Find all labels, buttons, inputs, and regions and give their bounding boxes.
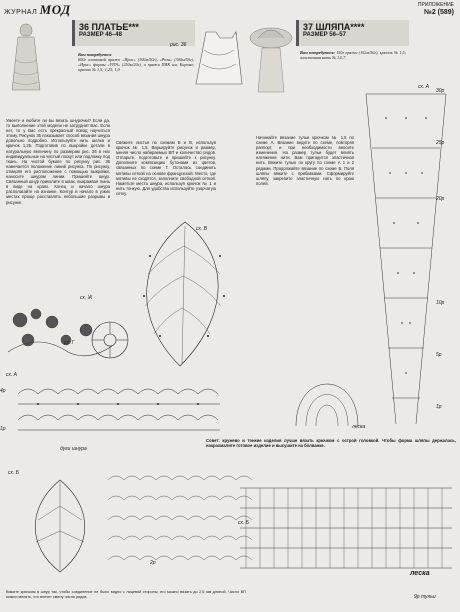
motifs-text: Свяжите листья по схемам Б и В, используя крючок № 1,5. Варьируйте рисунок и размер, меняя число набираемых ВП и количество рядов. Отпарьте, подготовьте и пришейте к рисунку. Дополните композицию бутонами из цветов, связанных по схеме Г. Осталось соединить мотивы сеткой на основе французской. Место, где мотивы не сходятся, заполните свободной сеткой. Наметьте места шнура, используя крючок № 1 и нить тонкую. Для удобства используйте узорчатую сетку. bbox=[116, 140, 216, 196]
issue-number: №2 (589) bbox=[424, 9, 454, 16]
hat-work-text: Начинайте вязание тульи крючком № 1,5 по схеме А. Вязание ведите по схеме, повторяя раппорт, и при необходимости вносите изменения. На размер тульи будет влиять натяжение нити. Вам пригодится эластичная нить. Вяжите тулью по кругу по схеме А 1 и 2 рядами. Продолжайте вязание по схеме Б. Поля шляпы вяжите с прибавками. Сформируйте шляпу, закрепите эластичную нить по краю полей. bbox=[256, 135, 354, 186]
label-leska-bottom: леска bbox=[410, 570, 430, 577]
diagram-v-leaf bbox=[120, 216, 250, 376]
diagram-a-cord bbox=[14, 380, 234, 444]
label-shnur: дуги шнура bbox=[60, 446, 87, 452]
hat-materials-text: 150г пряжи (152м/50г), крючок № 1,5; эластичная нить № 1,0,7. bbox=[300, 50, 406, 61]
label-row-20: 20р bbox=[436, 196, 445, 202]
label-sk-b-hat: сх. Б bbox=[238, 520, 249, 526]
dress-figure-sketch bbox=[6, 20, 46, 98]
dress-size: РАЗМЕР 46–48 bbox=[79, 32, 122, 38]
label-sk-a: сх. А bbox=[6, 372, 18, 378]
hat-title: 37 ШЛЯПА**** bbox=[303, 22, 365, 32]
label-row-5: 5р bbox=[436, 352, 442, 358]
hat-diagram-a bbox=[356, 88, 456, 428]
label-row-1: 1р bbox=[436, 404, 442, 410]
diagram-b-leaf bbox=[20, 476, 100, 576]
dress-pattern-thumbnail bbox=[194, 30, 244, 86]
appendix-label: ПРИЛОЖЕНИЕ bbox=[417, 2, 454, 8]
label-leska-top: леска bbox=[352, 424, 366, 430]
dress-materials-text: 600г хлопковой пряжи «Ирис» (300м/50г), «Роза» (300м/50г), «Ирис» фирмы «VITA» (250м/20г), и пряжи ПЯК им. Кирова; крючок № 1,5; 1,25; 1,0 bbox=[78, 57, 194, 73]
label-sk-v: сх. В bbox=[196, 226, 208, 232]
hat-materials-title: Вам потребуется: bbox=[300, 50, 335, 55]
logo-main: МОД bbox=[39, 2, 71, 17]
dress-title: 36 ПЛАТЬЕ*** bbox=[79, 22, 139, 32]
logo-prefix: ЖУРНАЛ bbox=[4, 9, 38, 16]
label-sk-g: сх. Г bbox=[64, 340, 75, 346]
hat-photo-sketch bbox=[248, 18, 294, 94]
label-sk-b-left: сх. Б bbox=[8, 470, 19, 476]
dress-materials bbox=[78, 52, 194, 72]
label-row-30: 30р bbox=[436, 88, 445, 94]
hat-banner bbox=[296, 20, 409, 46]
issue-info bbox=[418, 2, 454, 17]
hat-size: РАЗМЕР 56–57 bbox=[303, 32, 346, 38]
label-row-9p: 9р тульи bbox=[414, 594, 436, 600]
intro-text: Умеете и любите ли вы вязать шнурочки? Если да, то выполнение этой модели не затруднит Вас. Если нет, то у Вас есть прекрасный повод научиться этому. Рисунок 36 показывает способ вязания шнура довольно подробно. Используйте нить шелка и крючок 1,25. Подготовив по выкройке детали в натуральную величину по размерам рис. 36 в них индивидуальные на чистый лоскут или подложку под ткань. На чистой бумаге по рисунку рис. 36 намечается положение линий рисунка. По рисунку, отмеряя его расположение с помощью выкройки, наносите шнуром линии. Пришейте шнур. Связанный шнур приколите в швах, выкраивая ткань в виде на краях. Конец и начало шнура располагайте на изнанке. Контур и начало в узких местах проще расставлять небольшие разрывы в рисунке. bbox=[6, 118, 110, 205]
label-sk-zh: сх. Ж bbox=[80, 295, 93, 301]
dress-fig-label: рис. 36 bbox=[170, 42, 187, 48]
label-sk-a-hat: сх. А bbox=[418, 84, 430, 90]
hat-crown-diagram bbox=[292, 330, 362, 430]
dress-materials-title: Вам потребуется bbox=[78, 52, 112, 57]
label-row-1r: 1р bbox=[0, 426, 6, 432]
label-row-25: 25р bbox=[436, 140, 445, 146]
label-row-2p: 2р bbox=[150, 560, 156, 566]
advice-bold: Совет: кружево и тонкие изделия лучше вязать крючком с острой головкой. Чтобы форма шляпы держалась, накрахмалите готовое изделие и высушите на болванке. bbox=[206, 438, 456, 449]
hat-materials bbox=[300, 50, 406, 60]
bottom-note: Вяжите крючком в шнур так, чтобы соединение не было видно с лицевой стороны; его можно вязать до 2,5 мм длиной. Число ВП можно менять, что влечет смену числа рядов. bbox=[6, 590, 246, 599]
advice-text bbox=[206, 438, 456, 448]
label-row-4r: 4р bbox=[0, 388, 6, 394]
label-row-10: 10р bbox=[436, 300, 445, 306]
magazine-logo bbox=[4, 2, 71, 18]
